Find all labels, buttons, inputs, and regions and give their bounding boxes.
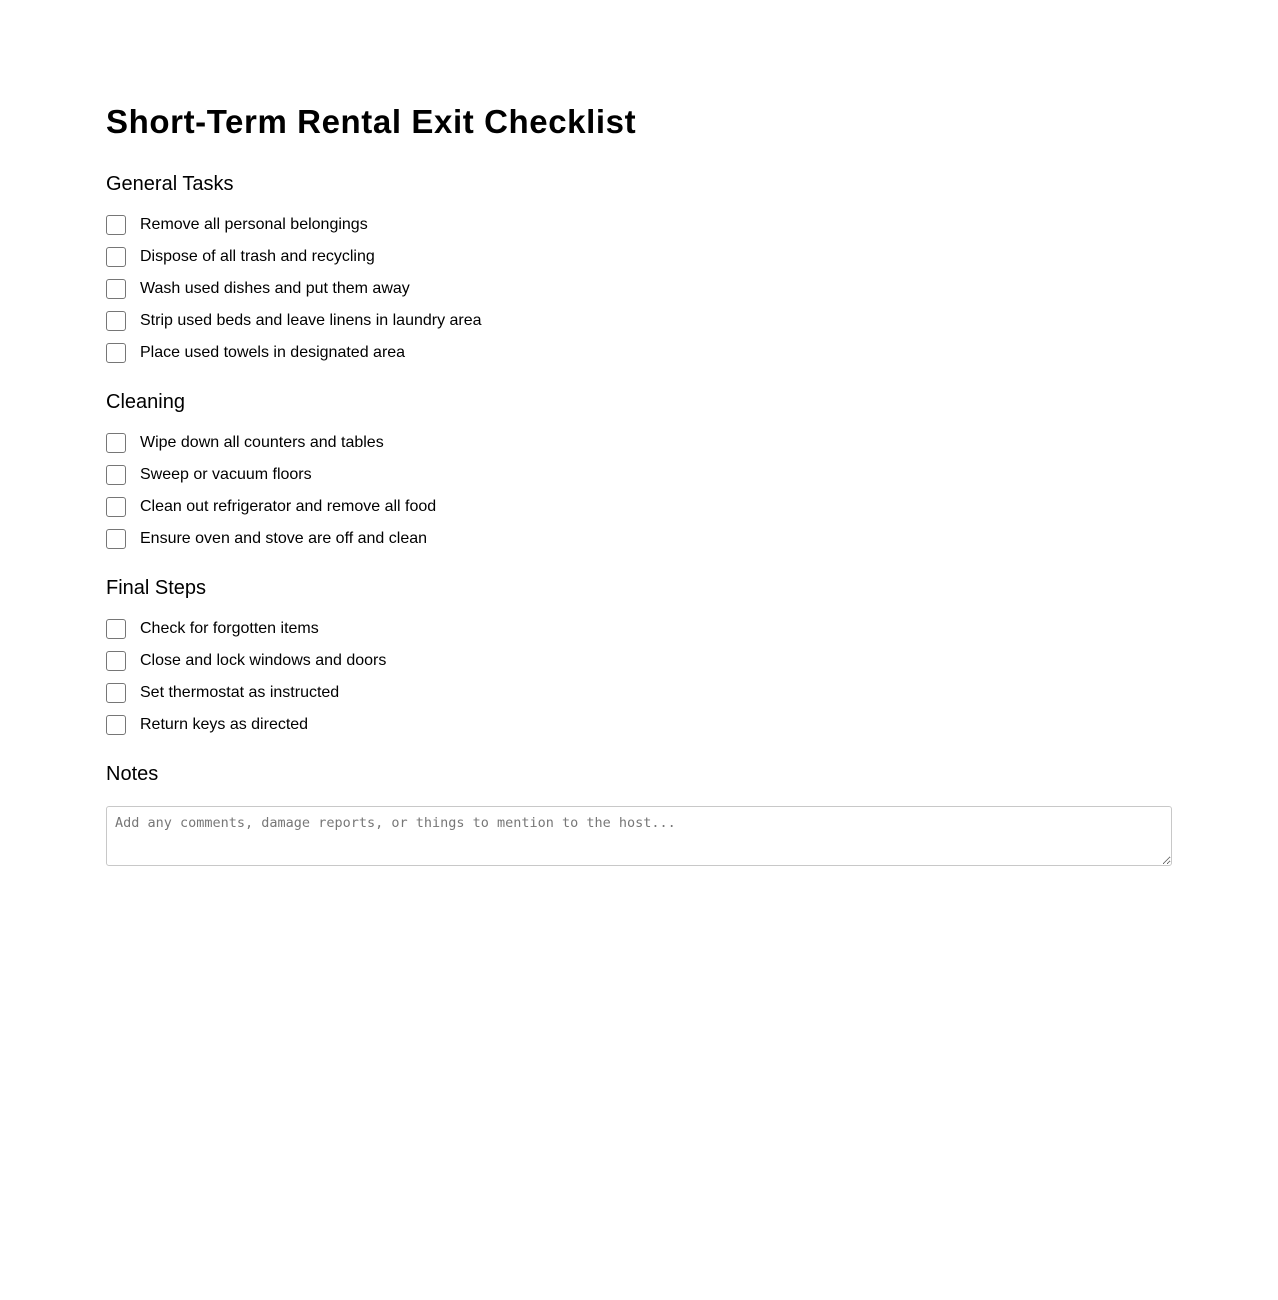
checklist	[106, 209, 1172, 369]
checklist-item[interactable]	[106, 273, 1172, 305]
checkbox[interactable]	[106, 683, 126, 703]
checklist-item[interactable]	[106, 337, 1172, 369]
checklist	[106, 427, 1172, 555]
checkbox[interactable]	[106, 343, 126, 363]
checklist-item[interactable]	[106, 523, 1172, 555]
checklist-item[interactable]	[106, 677, 1172, 709]
checkbox[interactable]	[106, 311, 126, 331]
section-heading: General Tasks	[106, 173, 234, 195]
checklist-item-label: Ensure oven and stove are off and clean	[140, 530, 428, 547]
checklist-item[interactable]	[106, 459, 1172, 491]
checklist-item-label: Check for forgotten items	[140, 620, 319, 637]
checklist-item[interactable]	[106, 645, 1172, 677]
checkbox[interactable]	[106, 433, 126, 453]
checkbox[interactable]	[106, 619, 126, 639]
checklist-item-label: Clean out refrigerator and remove all food	[140, 498, 437, 515]
checklist-item[interactable]	[106, 427, 1172, 459]
checklist-item-label: Set thermostat as instructed	[140, 684, 340, 701]
checkbox[interactable]	[106, 497, 126, 517]
section-heading: Notes	[106, 763, 159, 785]
checklist-item-label: Sweep or vacuum floors	[140, 466, 312, 483]
section-heading: Cleaning	[106, 391, 185, 413]
page-title: Short-Term Rental Exit Checklist	[106, 103, 637, 140]
checklist-item-label: Return keys as directed	[140, 716, 309, 733]
checklist-item-label: Dispose of all trash and recycling	[140, 248, 375, 265]
section-cleaning	[106, 390, 1172, 555]
notes-section	[106, 762, 1172, 866]
checklist-item[interactable]	[106, 241, 1172, 273]
section-heading: Final Steps	[106, 577, 207, 599]
checkbox[interactable]	[106, 247, 126, 267]
checkbox[interactable]	[106, 715, 126, 735]
checklist-item[interactable]	[106, 709, 1172, 741]
checklist-item-label: Wipe down all counters and tables	[140, 434, 384, 451]
checklist-item-label: Wash used dishes and put them away	[140, 280, 410, 297]
checkbox[interactable]	[106, 529, 126, 549]
checklist	[106, 613, 1172, 741]
checklist-item-label: Close and lock windows and doors	[140, 652, 387, 669]
checklist-item[interactable]	[106, 613, 1172, 645]
checklist-item[interactable]	[106, 491, 1172, 523]
checklist-item-label: Place used towels in designated area	[140, 344, 406, 361]
checklist-item[interactable]	[106, 209, 1172, 241]
checkbox[interactable]	[106, 215, 126, 235]
notes-textarea[interactable]	[106, 806, 1172, 866]
checkbox[interactable]	[106, 651, 126, 671]
checklist-item-label: Strip used beds and leave linens in laundry area	[140, 312, 482, 329]
checklist-item-label: Remove all personal belongings	[140, 216, 368, 233]
checklist-item[interactable]	[106, 305, 1172, 337]
section-final-steps	[106, 576, 1172, 741]
checkbox[interactable]	[106, 279, 126, 299]
checkbox[interactable]	[106, 465, 126, 485]
section-general-tasks	[106, 172, 1172, 369]
